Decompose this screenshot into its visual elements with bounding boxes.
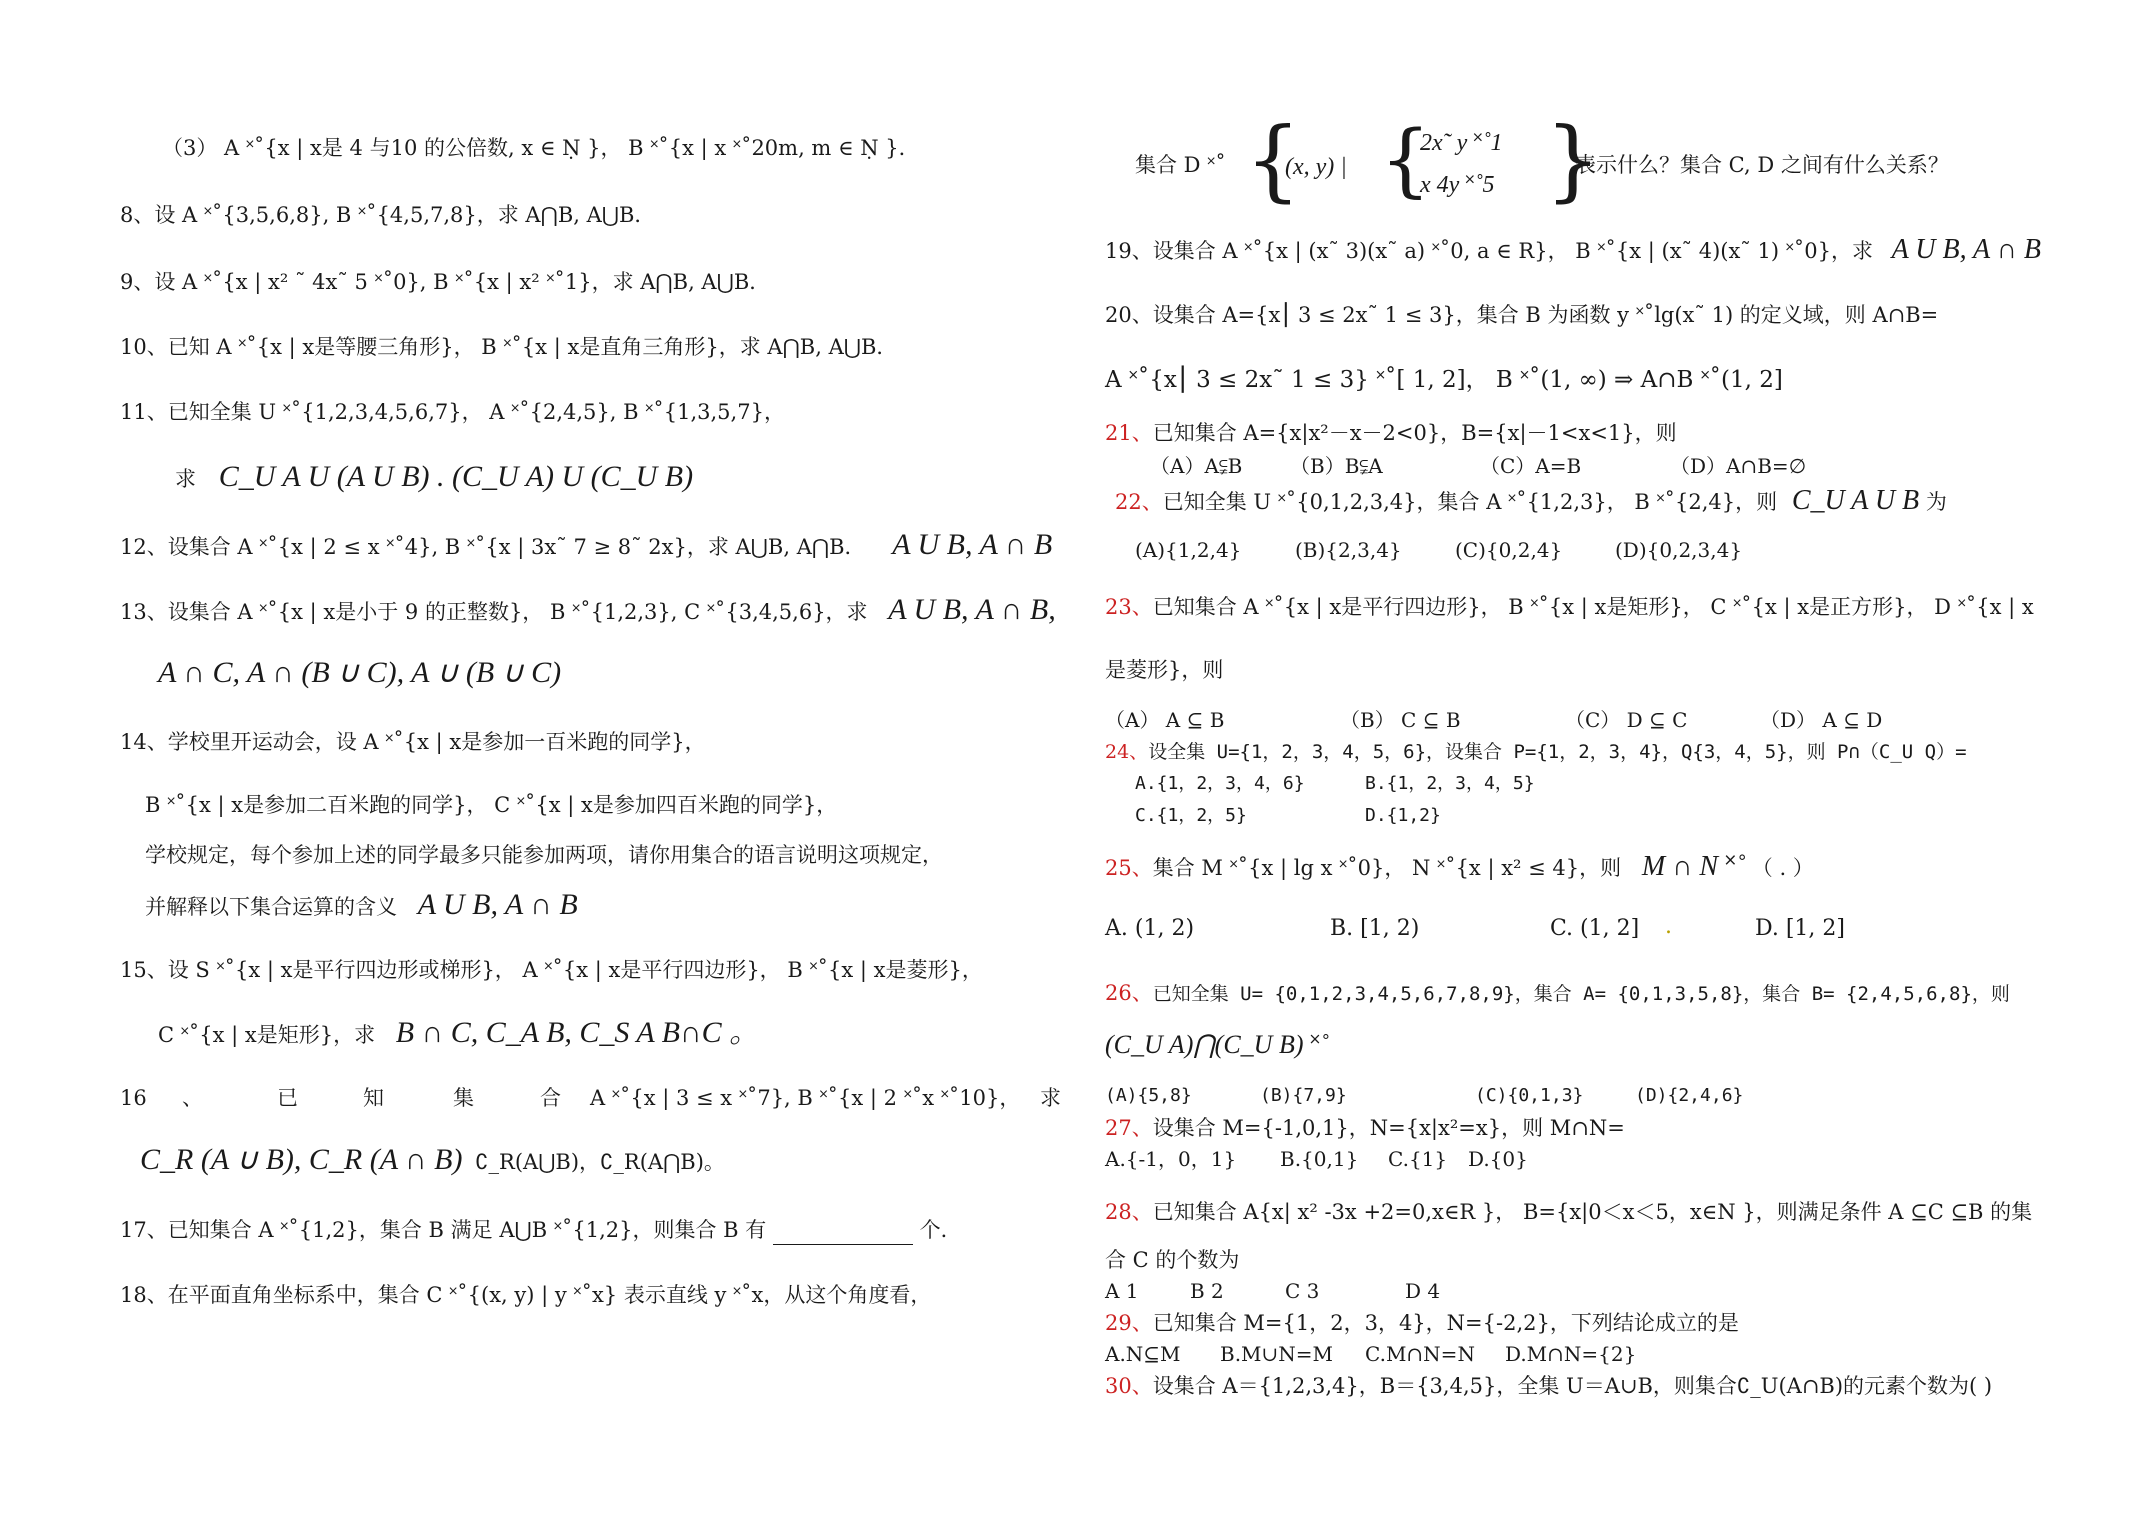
problem-27-num: 27、 [1105, 1116, 1153, 1140]
p22-opt-b: (B){2,3,4} [1295, 538, 1402, 562]
problem-24-text: 设全集 U={1，2，3，4，5，6}，设集合 P={1，2，3，4}，Q{3，4，5}，则 P∩（C_U Q）= [1148, 741, 1967, 763]
p24-opt-c: C.{1，2，5} [1135, 805, 1247, 826]
yellow-dot: . [1665, 914, 1672, 939]
p29-opt-d: D.M∩N={2} [1505, 1342, 1637, 1366]
problem-29 [1105, 1308, 1739, 1338]
problem-22 [1115, 486, 1947, 517]
problem-16-line2 [140, 1145, 725, 1177]
problem-29-num: 29、 [1105, 1311, 1153, 1335]
problem-17-tail: 个． [919, 1218, 962, 1242]
p21-opt-a: （A）A⫋B [1150, 454, 1243, 478]
problem-27 [1105, 1113, 1625, 1143]
problem-25-text: 集合 M ˟˚{x | lg x ˟˚0}， N ˟˚{x | x² ≤ 4}，则 [1152, 856, 1622, 880]
problem-28-text: 已知集合 A{x| x² -3x +2=0,x∈R }， B={x|0＜x＜5，x∈N }，则满足条件 A ⊆C ⊆B 的集 [1152, 1200, 2033, 1224]
problem-21-text: 已知集合 A={x|x²－x－2<0}，B={x|－1<x<1}，则 [1152, 421, 1677, 445]
problem-14-text4: 并解释以下集合运算的含义 [145, 895, 397, 919]
system-brace: { [1380, 113, 1431, 206]
p23-opt-c: （C） D ⊆ C [1565, 708, 1688, 732]
p21-opt-c: （C）A=B [1480, 454, 1582, 478]
p28-opt-d: D 4 [1405, 1279, 1441, 1303]
p24-opt-a: A.{1，2，3，4，6} [1135, 773, 1305, 794]
problem-13-text: 13、设集合 A ˟˚{x | x是小于 9 的正整数}， B ˟˚{1,2,3}, C ˟˚{3,4,5,6}，求 [120, 600, 868, 624]
p27-opt-b: B.{0,1} [1280, 1147, 1359, 1171]
p21-opt-b: （B）B⫋A [1290, 454, 1383, 478]
problem-25 [1105, 852, 1814, 883]
problem-11-ask [175, 462, 693, 494]
problem-16-math: C_R (A ∪ B), C_R (A ∩ B) [140, 1143, 463, 1176]
problem-29-text: 已知集合 M={1，2，3，4}，N={-2,2}，下列结论成立的是 [1152, 1311, 1739, 1335]
p26-opt-a: (A){5,8} [1105, 1085, 1192, 1106]
p28-opt-b: B 2 [1190, 1279, 1224, 1303]
problem-30 [1105, 1371, 1992, 1401]
set-d-label: 集合 D ˟˚ [1135, 153, 1226, 177]
problem-9: 9、设 A ˟˚{x | x² ˜ 4x˜ 5 ˟˚0}, B ˟˚{x | x² ˟˚1}，求 A⋂B, A⋃B． [120, 270, 771, 294]
problem-14-line4 [145, 890, 578, 922]
problem-20: 20、设集合 A={x⎮ 3 ≤ 2x˜ 1 ≤ 3}，集合 B 为函数 y ˟˚lg(x˜ 1) 的定义域，则 A∩B= [1105, 303, 1939, 327]
right-brace: } [1545, 108, 1601, 211]
problem-21 [1105, 418, 1677, 448]
p16-sep: 、 [182, 1086, 203, 1110]
problem-8: 8、设 A ˟˚{3,5,6,8}, B ˟˚{4,5,7,8}，求 A⋂B, A⋃B． [120, 203, 656, 227]
problem-21-num: 21、 [1105, 421, 1153, 445]
problem-19-text: 19、设集合 A ˟˚{x | (x˜ 3)(x˜ a) ˟˚0, a ∈ R}， B ˟˚{x | (x˜ 4)(x˜ 1) ˟˚0}，求 [1105, 239, 1873, 263]
p16-c4: 合 [540, 1086, 561, 1110]
p26-opt-b: (B){7,9} [1260, 1085, 1347, 1106]
problem-15-line2 [158, 1018, 759, 1050]
p29-opt-c: C.M∩N=N [1365, 1342, 1475, 1366]
equation-1: 2x˜ y ˟˚1 [1420, 130, 1503, 156]
problem-26 [1105, 978, 2010, 1009]
problem-11: 11、已知全集 U ˟˚{1,2,3,4,5,6,7}， A ˟˚{2,4,5}, B ˟˚{1,3,5,7}， [120, 400, 785, 424]
problem-13 [120, 595, 1056, 627]
problem-23-line2: 是菱形}，则 [1105, 658, 1224, 682]
problem-15-math: B ∩ C, C_A B, C_S A B∩C 。 [395, 1016, 760, 1049]
problem-12-math: A U B, A ∩ B [892, 528, 1053, 561]
set-d-question: 表示什么？集合 C, D 之间有什么关系？ [1575, 153, 1949, 177]
problem-26-math: (C_U A)⋂(C_U B) ˟˚ [1105, 1030, 1329, 1059]
problem-15: 15、设 S ˟˚{x | x是平行四边形或梯形}， A ˟˚{x | x是平行四边形}， B ˟˚{x | x是菱形}， [120, 958, 983, 982]
problem-26-line2 [1105, 1030, 1329, 1061]
p23-opt-d: （D） A ⊆ D [1760, 708, 1883, 732]
problem-30-text: 设集合 A＝{1,2,3,4}，B＝{3,4,5}，全集 U＝A∪B，则集合∁_U(A∩B)的元素个数为( ) [1152, 1374, 1993, 1398]
problem-13-math2: A ∩ C, A ∩ (B ∪ C), A ∪ (B ∪ C) [158, 656, 562, 689]
set-d-definition [1135, 108, 1955, 220]
p26-opt-c: (C){0,1,3} [1475, 1085, 1584, 1106]
problem-14: 14、学校里开运动会，设 A ˟˚{x | x是参加一百米跑的同学}， [120, 730, 706, 754]
problem-19-math: A U B, A ∩ B [1891, 234, 2041, 265]
problem-15-text2: C ˟˚{x | x是矩形}，求 [158, 1023, 376, 1047]
problem-13-math: A U B, A ∩ B, [888, 593, 1056, 626]
p28-opt-a: A 1 [1105, 1279, 1139, 1303]
ask-label: 求 [175, 467, 196, 491]
p16-num: 16 [120, 1086, 147, 1110]
problem-22-math: C_U A U B [1791, 485, 1920, 516]
set-d-vars: (x, y) | [1285, 154, 1347, 180]
problem-30-num: 30、 [1105, 1374, 1153, 1398]
p25-opt-d: D. [1, 2] [1755, 916, 1845, 941]
p25-opt-c: C. (1, 2] [1550, 916, 1640, 941]
problem-10: 10、已知 A ˟˚{x | x是等腰三角形}， B ˟˚{x | x是直角三角形}，求 A⋂B, A⋃B． [120, 335, 898, 359]
p22-opt-a: (A){1,2,4} [1135, 538, 1242, 562]
p27-opt-c: C.{1} [1388, 1147, 1448, 1171]
problem-27-text: 设集合 M={-1,0,1}，N={x|x²=x}，则 M∩N= [1152, 1116, 1625, 1140]
problem-14-line2: B ˟˚{x | x是参加二百米跑的同学}， C ˟˚{x | x是参加四百米跑的同学}， [145, 793, 838, 817]
problem-12-text: 12、设集合 A ˟˚{x | 2 ≤ x ˟˚4}, B ˟˚{x | 3x˜ 7 ≥ 8˜ 2x}，求 A⋃B, A⋂B． [120, 535, 866, 559]
p16-c2: 知 [363, 1086, 384, 1110]
p16-c3: 集 [453, 1086, 474, 1110]
p24-opt-b: B.{1，2，3，4，5} [1365, 773, 1535, 794]
problem-24 [1105, 737, 1967, 767]
problem-28 [1105, 1197, 2032, 1227]
left-brace: { [1245, 108, 1301, 211]
problem-14-line3: 学校规定，每个参加上述的同学最多只能参加两项，请你用集合的语言说明这项规定， [145, 843, 943, 867]
p27-opt-a: A.{-1，0，1} [1105, 1147, 1237, 1171]
problem-28-num: 28、 [1105, 1200, 1153, 1224]
p16-c1: 已 [277, 1086, 298, 1110]
p29-opt-a: A.N⊆M [1105, 1342, 1181, 1366]
p21-opt-d: （D）A∩B=∅ [1670, 454, 1807, 478]
problem-26-num: 26、 [1105, 981, 1153, 1005]
p29-opt-b: B.M∪N=M [1220, 1342, 1334, 1366]
problem-13-line2 [158, 658, 561, 690]
p24-opt-d: D.{1,2} [1365, 805, 1441, 826]
problem-25-math: M ∩ N ˟˚ [1641, 851, 1746, 882]
p25-opt-a: A. (1, 2) [1105, 916, 1195, 941]
p23-opt-a: （A） A ⊆ B [1105, 708, 1225, 732]
problem-12 [120, 530, 1052, 562]
problem-28-line2: 合 C 的个数为 [1105, 1248, 1240, 1272]
problem-18: 18、在平面直角坐标系中，集合 C ˟˚{(x, y) | y ˟˚x} 表示直线 y ˟˚x，从这个角度看， [120, 1283, 932, 1307]
problem-11-math: C_U A U (A U B) . (C_U A) U (C_U B) [218, 460, 694, 493]
p25-opt-b: B. [1, 2) [1330, 916, 1420, 941]
problem-17 [120, 1215, 962, 1245]
p28-opt-c: C 3 [1285, 1279, 1320, 1303]
problem-22-text: 已知全集 U ˟˚{0,1,2,3,4}，集合 A ˟˚{1,2,3}， B ˟˚{2,4}，则 [1162, 490, 1778, 514]
problem-23-text: 已知集合 A ˟˚{x | x是平行四边形}， B ˟˚{x | x是矩形}， C ˟˚{x | x是正方形}， D ˟˚{x | x [1152, 595, 2034, 619]
problem-25-post: （ . ） [1751, 856, 1814, 880]
problem-26-text: 已知全集 U= {0,1,2,3,4,5,6,7,8,9}，集合 A= {0,1,3,5,8}，集合 B= {2,4,5,6,8}，则 [1152, 983, 2010, 1005]
problem-14-math: A U B, A ∩ B [417, 888, 578, 921]
p16-ask: 求 [1040, 1086, 1061, 1110]
equation-2: x 4y ˟˚5 [1420, 172, 1495, 198]
problem-19 [1105, 235, 2041, 266]
problem-16-rest: ∁_R(A⋃B)，∁_R(A⋂B)。 [475, 1150, 725, 1174]
problem-24-num: 24、 [1105, 741, 1149, 763]
problem-23 [1105, 592, 2034, 622]
problem-17-text: 17、已知集合 A ˟˚{1,2}，集合 B 满足 A⋃B ˟˚{1,2}，则集合 B 有 [120, 1218, 767, 1242]
problem-20-answer: A ˟˚{x⎮ 3 ≤ 2x˜ 1 ≤ 3} ˟˚[ 1, 2]， B ˟˚(1, ∞) ⇒ A∩B ˟˚(1, 2] [1105, 367, 1783, 393]
p16-sets: A ˟˚{x | 3 ≤ x ˟˚7}, B ˟˚{x | 2 ˟˚x ˟˚10}， [590, 1086, 1021, 1110]
p23-opt-b: （B） C ⊆ B [1340, 708, 1461, 732]
problem-22-post: 为 [1925, 490, 1947, 514]
p27-opt-d: D.{0} [1468, 1147, 1528, 1171]
problem-7-3: （3） A ˟˚{x | x是 4 与10 的公倍数, x ∈ Ṇ }， B ˟˚{x | x ˟˚20m, m ∈ Ṇ }． [162, 136, 920, 160]
p22-opt-d: (D){0,2,3,4} [1615, 538, 1743, 562]
answer-blank [773, 1222, 913, 1245]
p26-opt-d: (D){2,4,6} [1635, 1085, 1744, 1106]
problem-22-num: 22、 [1115, 490, 1163, 514]
p22-opt-c: (C){0,2,4} [1455, 538, 1563, 562]
problem-25-num: 25、 [1105, 856, 1153, 880]
problem-23-num: 23、 [1105, 595, 1153, 619]
